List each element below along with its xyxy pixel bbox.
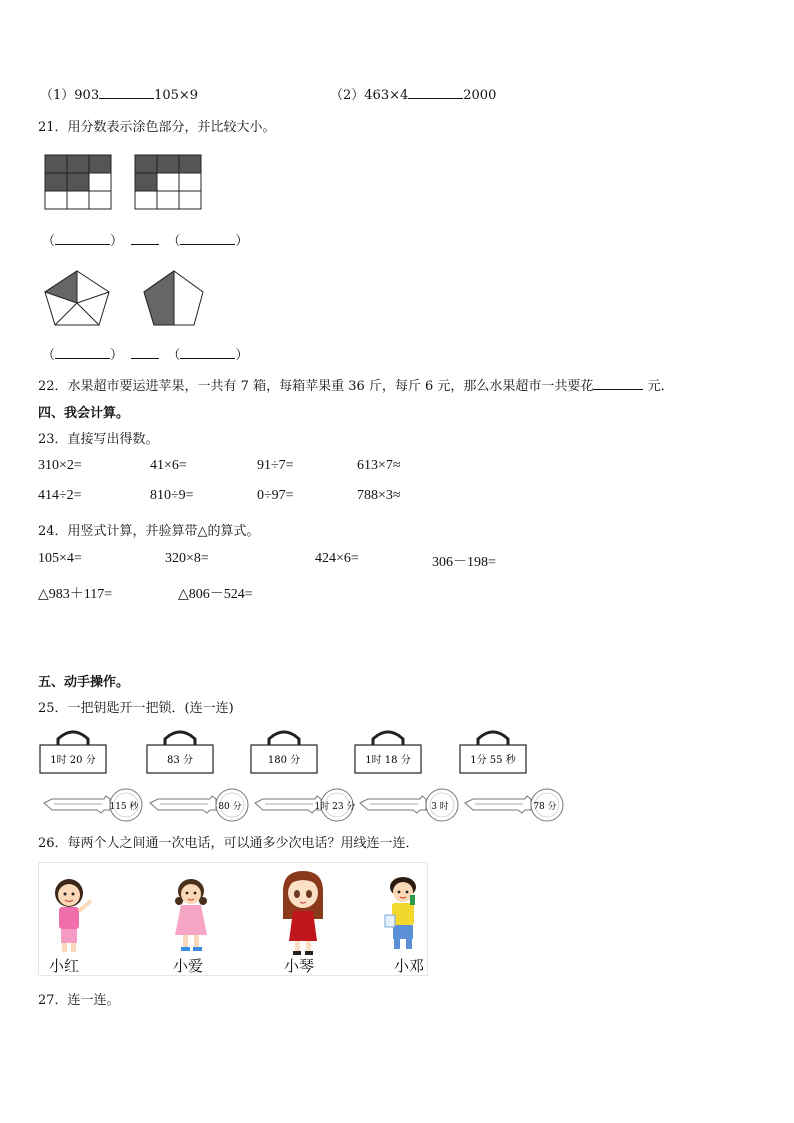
- paren-open: （: [167, 234, 181, 249]
- q23-item: 310×2=: [38, 458, 82, 473]
- q26-title: 26．每两个人之间通一次电话，可以通多少次电话？用线连一连．: [38, 836, 419, 851]
- compare-blank[interactable]: [131, 232, 159, 245]
- section-5-title: 五、动手操作。: [38, 675, 130, 690]
- q27-title: 27．连一连。: [38, 993, 120, 1008]
- fraction-blank[interactable]: [55, 346, 110, 359]
- q22-question: [38, 375, 674, 394]
- lock-icon[interactable]: [251, 732, 317, 773]
- person-name: 小琴: [284, 957, 315, 975]
- q24-item: △806－524=: [178, 587, 253, 602]
- q25-locks: [36, 725, 536, 775]
- q21-grid-figures: [44, 154, 206, 212]
- paren-open: （: [42, 234, 56, 249]
- key-label: 115 秒: [109, 802, 139, 812]
- key-icon[interactable]: [150, 789, 248, 821]
- lock-label: 1时 18 分: [365, 755, 411, 766]
- q24-item: △983＋117=: [38, 587, 113, 602]
- key-label: 3 时: [431, 802, 449, 812]
- compare-blank[interactable]: [131, 346, 159, 359]
- q20-part1-right: 105×9: [154, 88, 199, 103]
- lock-label: 1分 55 秒: [470, 755, 516, 766]
- person-name: 小红: [49, 957, 80, 975]
- grid-right: [135, 155, 201, 209]
- q21-pentagon-figures: [44, 270, 206, 328]
- paren-open: （: [42, 348, 56, 363]
- key-icon[interactable]: [44, 789, 142, 821]
- q21-answer-row-1: [42, 230, 248, 249]
- grid-left: [45, 155, 111, 209]
- q21-title: 21．用分数表示涂色部分，并比较大小。: [38, 120, 276, 135]
- q23-item: 613×7≈: [357, 458, 401, 473]
- key-icon[interactable]: [360, 789, 458, 821]
- girl-xiaoqin-icon: [277, 869, 329, 957]
- paren-close: ）: [235, 348, 249, 363]
- q23-item: 91÷7=: [257, 458, 294, 473]
- fraction-blank[interactable]: [55, 232, 110, 245]
- lock-icon[interactable]: [355, 732, 421, 773]
- lock-label: 180 分: [267, 755, 301, 766]
- q23-item: 41×6=: [150, 458, 187, 473]
- q23-title: 23．直接写出得数。: [38, 432, 159, 447]
- q25-title: 25．一把钥匙开一把锁．(连一连): [38, 701, 234, 716]
- q20-part2: [330, 84, 496, 103]
- q21-answer-row-2: [42, 344, 248, 363]
- q23-item: 788×3≈: [357, 488, 401, 503]
- q25-keys: [40, 789, 557, 823]
- q20-part2-blank[interactable]: [408, 86, 463, 99]
- q20-part2-left: （2）463×4: [330, 88, 409, 103]
- key-label: 80 分: [218, 802, 242, 812]
- q20-part2-right: 2000: [463, 88, 497, 103]
- lock-label: 1时 20 分: [50, 755, 96, 766]
- q24-title: 24．用竖式计算，并验算带△的算式。: [38, 524, 260, 539]
- girl-xiaohong-icon: [45, 873, 97, 953]
- q24-item: 105×4=: [38, 551, 82, 566]
- key-label: 78 分: [533, 802, 557, 812]
- paren-close: ）: [110, 234, 124, 249]
- person-name: 小爱: [173, 957, 204, 975]
- paren-close: ）: [110, 348, 124, 363]
- lock-icon[interactable]: [147, 732, 213, 773]
- pentagon-left: [45, 271, 109, 325]
- q20-part1-blank[interactable]: [99, 86, 154, 99]
- q24-item: 306－198=: [432, 555, 496, 570]
- boy-xiaodeng-icon: [381, 873, 427, 955]
- q22-text: 22．水果超市要运进苹果，一共有 7 箱，每箱苹果重 36 斤，每斤 6 元，那么水果超市一共要花: [38, 379, 594, 394]
- q24-item: 424×6=: [315, 551, 359, 566]
- q22-blank[interactable]: [593, 377, 643, 390]
- key-icon[interactable]: [465, 789, 563, 821]
- q26-people-panel: [38, 862, 428, 976]
- person-name: 小邓: [394, 957, 425, 975]
- paren-close: ）: [235, 234, 249, 249]
- key-icon[interactable]: [255, 789, 355, 821]
- q20-part1-left: （1）903: [40, 88, 100, 103]
- q24-item: 320×8=: [165, 551, 209, 566]
- fraction-blank[interactable]: [180, 232, 235, 245]
- q23-item: 414÷2=: [38, 488, 82, 503]
- pentagon-right: [144, 271, 203, 325]
- paren-open: （: [167, 348, 181, 363]
- q23-item: 0÷97=: [257, 488, 294, 503]
- lock-label: 83 分: [167, 755, 193, 766]
- q20-part1: [40, 84, 198, 103]
- lock-icon[interactable]: [40, 732, 106, 773]
- lock-icon[interactable]: [460, 732, 526, 773]
- section-4-title: 四、我会计算。: [38, 406, 130, 421]
- girl-xiaoai-icon: [167, 873, 217, 955]
- q23-item: 810÷9=: [150, 488, 194, 503]
- q22-unit: 元．: [647, 379, 674, 394]
- fraction-blank[interactable]: [180, 346, 235, 359]
- key-label: 1时 23 分: [314, 802, 356, 812]
